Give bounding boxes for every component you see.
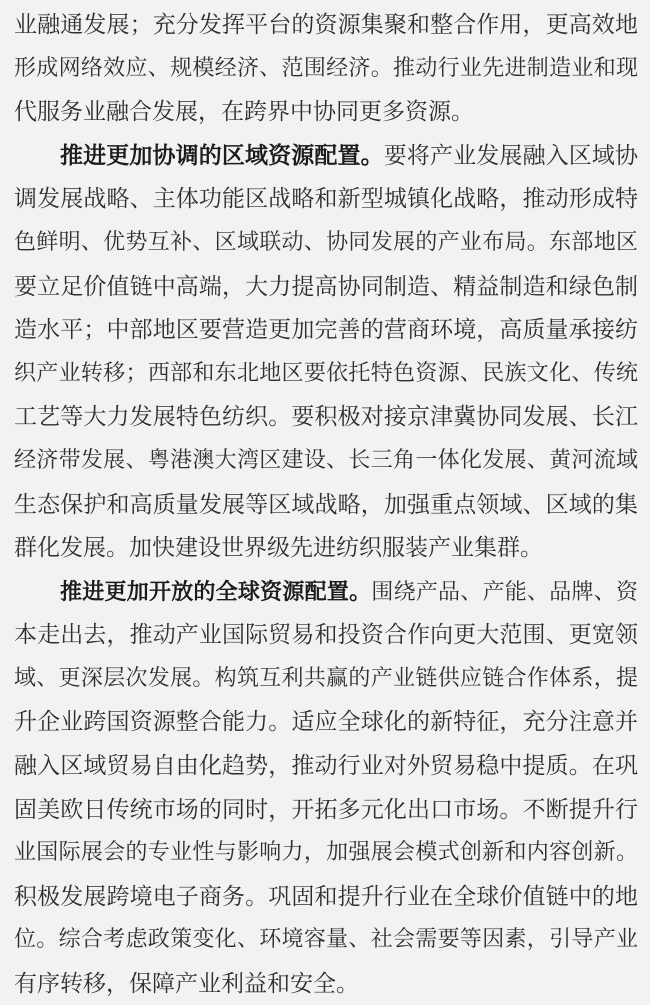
paragraph-first-line [60, 573, 638, 611]
text-line: 有序转移，保障产业利益和安全。 [14, 971, 359, 997]
text-line: 形成网络效应、规模经济、范围经济。推动行业先进制造业和现 [14, 56, 638, 81]
text-line: 位。综合考虑政策变化、环境容量、社会需要等因素，引导产业 [14, 927, 638, 952]
text-line: 织产业转移；西部和东北地区要依托特色资源、民族文化、传统 [14, 361, 638, 386]
text-line: 融入区域贸易自由化趋势，推动行业对外贸易稳中提质。在巩 [14, 753, 638, 779]
text-line: 业国际展会的专业性与影响力，加强展会模式创新和内容创新。 [14, 840, 638, 865]
text-line: 经济带发展、粤港澳大湾区建设、长三角一体化发展、黄河流域 [14, 448, 638, 473]
text-line: 域、更深层次发展。构筑互利共赢的产业链供应链合作体系，提 [14, 666, 638, 691]
text-line: 业融通发展；充分发挥平台的资源集聚和整合作用，更高效地 [14, 12, 638, 38]
text-line: 代服务业融合发展，在跨界中协同更多资源。 [14, 99, 474, 125]
paragraph-heading: 推进更加协调的区域资源配置。 [60, 142, 384, 169]
text-line: 积极发展跨境电子商务。巩固和提升行业在全球价值链中的地 [14, 884, 638, 910]
text-line: 群化发展。加快建设世界级先进纺织服装产业集群。 [14, 535, 543, 561]
text-line: 工艺等大力发展特色纺织。要积极对接京津冀协同发展、长江 [14, 404, 638, 430]
text-line: 造水平；中部地区要营造更加完善的营商环境，高质量承接纺 [14, 317, 638, 343]
text-line: 色鲜明、优势互补、区域联动、协同发展的产业布局。东部地区 [14, 230, 638, 255]
text-line: 升企业跨国资源整合能力。适应全球化的新特征，充分注意并 [14, 709, 638, 735]
text-span: 围绕产品、产能、品牌、资 [371, 580, 638, 605]
text-line: 要立足价值链中高端，大力提高协同制造、精益制造和绿色制 [14, 274, 638, 300]
text-line: 固美欧日传统市场的同时，开拓多元化出口市场。不断提升行 [14, 797, 638, 823]
text-span: 要将产业发展融入区域协 [383, 143, 638, 169]
text-line: 生态保护和高质量发展等区域战略，加强重点领域、区域的集 [14, 492, 638, 518]
text-line: 本走出去，推动产业国际贸易和投资合作向更大范围、更宽领 [14, 622, 638, 648]
paragraph-first-line [60, 137, 638, 175]
text-line: 调发展战略、主体功能区战略和新型城镇化战略，推动形成特 [14, 186, 638, 212]
paragraph-heading: 推进更加开放的全球资源配置。 [60, 579, 372, 605]
